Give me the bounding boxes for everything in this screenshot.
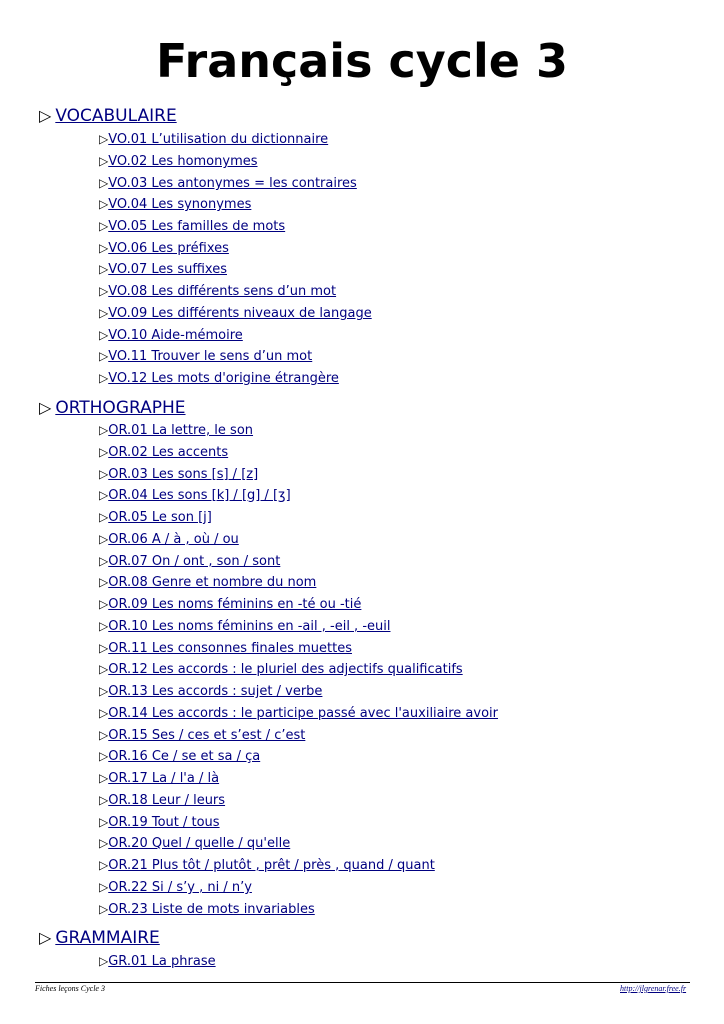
list-item[interactable] (99, 370, 339, 387)
section-vocabulaire[interactable] (39, 105, 177, 127)
lesson-link[interactable]: OR.15 Ses / ces et s’est / c’est (108, 728, 306, 743)
triangle-bullet-icon: ▷ (99, 575, 109, 589)
lesson-link[interactable]: OR.16 Ce / se et sa / ça (108, 749, 261, 764)
triangle-bullet-icon: ▷ (99, 219, 109, 233)
triangle-bullet-icon: ▷ (99, 880, 109, 894)
lesson-link[interactable]: OR.17 La / l'a / là (108, 771, 220, 786)
list-item[interactable] (99, 683, 322, 700)
triangle-bullet-icon: ▷ (99, 597, 109, 611)
lesson-link[interactable]: OR.06 A / à , où / ou (108, 532, 239, 547)
list-item[interactable] (99, 770, 219, 787)
list-item[interactable] (99, 727, 305, 744)
triangle-bullet-icon: ▷ (99, 815, 109, 829)
lesson-link[interactable]: VO.07 Les suffixes (108, 262, 227, 277)
list-item[interactable] (99, 466, 258, 483)
lesson-link[interactable]: OR.03 Les sons [s] / [z] (108, 467, 259, 482)
lesson-link[interactable]: VO.12 Les mots d'origine étrangère (108, 371, 339, 386)
triangle-bullet-icon: ▷ (99, 554, 109, 568)
lesson-link[interactable]: VO.03 Les antonymes = les contraires (108, 176, 357, 191)
lesson-link[interactable]: VO.09 Les différents niveaux de langage (108, 306, 372, 321)
triangle-bullet-icon: ▷ (99, 241, 109, 255)
list-item[interactable] (99, 444, 228, 461)
list-item[interactable] (99, 487, 291, 504)
triangle-bullet-icon: ▷ (99, 793, 109, 807)
section-link-grammaire[interactable]: GRAMMAIRE (55, 928, 160, 948)
triangle-bullet-icon: ▷ (99, 706, 109, 720)
triangle-bullet-icon: ▷ (99, 284, 109, 298)
lesson-link[interactable]: OR.02 Les accents (108, 445, 229, 460)
list-item[interactable] (99, 814, 220, 831)
lesson-link[interactable]: OR.05 Le son [j] (108, 510, 212, 525)
triangle-bullet-icon: ▷ (99, 154, 109, 168)
lesson-link[interactable]: OR.21 Plus tôt / plutôt , prêt / près , quand / quant (108, 858, 435, 873)
triangle-bullet-icon: ▷ (99, 532, 109, 546)
list-item[interactable] (99, 531, 239, 548)
list-item[interactable] (99, 327, 243, 344)
lesson-link[interactable]: OR.12 Les accords : le pluriel des adjectifs qualificatifs (108, 662, 463, 677)
footer-document-label: Fiches leçons Cycle 3 (35, 984, 105, 993)
triangle-bullet-icon: ▷ (39, 928, 52, 947)
triangle-bullet-icon: ▷ (99, 510, 109, 524)
lesson-link[interactable]: OR.19 Tout / tous (108, 815, 220, 830)
list-item[interactable] (99, 261, 227, 278)
lesson-link[interactable]: OR.20 Quel / quelle / qu'elle (108, 836, 291, 851)
section-link-orthographe[interactable]: ORTHOGRAPHE (55, 398, 186, 418)
triangle-bullet-icon: ▷ (99, 197, 109, 211)
list-item[interactable] (99, 305, 372, 322)
lesson-link[interactable]: OR.01 La lettre, le son (108, 423, 254, 438)
lesson-link[interactable]: VO.04 Les synonymes (108, 197, 252, 212)
triangle-bullet-icon: ▷ (99, 328, 109, 342)
triangle-bullet-icon: ▷ (99, 749, 109, 763)
lesson-link[interactable]: OR.11 Les consonnes finales muettes (108, 641, 352, 656)
triangle-bullet-icon: ▷ (99, 371, 109, 385)
lesson-link[interactable]: OR.18 Leur / leurs (108, 793, 226, 808)
triangle-bullet-icon: ▷ (99, 728, 109, 742)
triangle-bullet-icon: ▷ (99, 423, 109, 437)
lesson-link[interactable]: GR.01 La phrase (108, 954, 216, 969)
triangle-bullet-icon: ▷ (99, 132, 109, 146)
list-item[interactable] (99, 574, 316, 591)
triangle-bullet-icon: ▷ (99, 836, 109, 850)
lesson-link[interactable]: VO.08 Les différents sens d’un mot (108, 284, 337, 299)
list-item[interactable] (99, 348, 312, 365)
list-item[interactable] (99, 661, 463, 678)
list-item[interactable] (99, 240, 229, 257)
triangle-bullet-icon: ▷ (99, 619, 109, 633)
lesson-link[interactable]: OR.14 Les accords : le participe passé avec l'auxiliaire avoir (108, 706, 499, 721)
list-item[interactable] (99, 857, 435, 874)
triangle-bullet-icon: ▷ (99, 349, 109, 363)
list-item[interactable] (99, 618, 390, 635)
triangle-bullet-icon: ▷ (99, 771, 109, 785)
triangle-bullet-icon: ▷ (99, 467, 109, 481)
footer-divider (35, 982, 690, 983)
list-item[interactable] (99, 422, 253, 439)
triangle-bullet-icon: ▷ (99, 176, 109, 190)
triangle-bullet-icon: ▷ (99, 858, 109, 872)
list-item[interactable] (99, 901, 315, 918)
triangle-bullet-icon: ▷ (39, 398, 52, 417)
triangle-bullet-icon: ▷ (99, 445, 109, 459)
section-grammaire[interactable] (39, 927, 160, 949)
list-item[interactable] (99, 879, 252, 896)
list-item[interactable] (99, 196, 251, 213)
section-orthographe[interactable] (39, 397, 186, 419)
lesson-link[interactable]: OR.23 Liste de mots invariables (108, 902, 315, 917)
lesson-link[interactable]: OR.13 Les accords : sujet / verbe (108, 684, 323, 699)
list-item[interactable] (99, 792, 225, 809)
lesson-link[interactable]: VO.02 Les homonymes (108, 154, 258, 169)
triangle-bullet-icon: ▷ (99, 641, 109, 655)
lesson-link[interactable]: OR.07 On / ont , son / sont (108, 554, 281, 569)
triangle-bullet-icon: ▷ (99, 306, 109, 320)
lesson-link[interactable]: OR.09 Les noms féminins en -té ou -tié (108, 597, 362, 612)
list-item[interactable] (99, 175, 357, 192)
lesson-link[interactable]: VO.06 Les préfixes (108, 241, 229, 256)
list-item[interactable] (99, 131, 328, 148)
list-item[interactable] (99, 835, 290, 852)
triangle-bullet-icon: ▷ (99, 488, 109, 502)
list-item[interactable] (99, 748, 260, 765)
lesson-link[interactable]: OR.22 Si / s’y , ni / n’y (108, 880, 252, 895)
list-item[interactable] (99, 953, 216, 970)
lesson-link[interactable]: OR.08 Genre et nombre du nom (108, 575, 317, 590)
triangle-bullet-icon: ▷ (99, 262, 109, 276)
section-link-vocabulaire[interactable]: VOCABULAIRE (55, 106, 177, 126)
footer-site-link[interactable]: http://jlgrenar.free.fr (620, 984, 687, 993)
list-item[interactable] (99, 553, 280, 570)
list-item[interactable] (99, 640, 352, 657)
lesson-link[interactable]: VO.11 Trouver le sens d’un mot (108, 349, 313, 364)
lesson-link[interactable]: OR.10 Les noms féminins en -ail , -eil , -euil (108, 619, 391, 634)
list-item[interactable] (99, 705, 498, 722)
triangle-bullet-icon: ▷ (39, 106, 52, 125)
page-title: Français cycle 3 (156, 34, 568, 88)
lesson-link[interactable]: VO.10 Aide-mémoire (108, 328, 243, 343)
triangle-bullet-icon: ▷ (99, 954, 109, 968)
lesson-link[interactable]: OR.04 Les sons [k] / [g] / [ʒ] (108, 488, 291, 503)
lesson-link[interactable]: VO.05 Les familles de mots (108, 219, 286, 234)
triangle-bullet-icon: ▷ (99, 902, 109, 916)
list-item[interactable] (99, 283, 336, 300)
list-item[interactable] (99, 218, 285, 235)
list-item[interactable] (99, 596, 361, 613)
triangle-bullet-icon: ▷ (99, 684, 109, 698)
list-item[interactable] (99, 153, 258, 170)
triangle-bullet-icon: ▷ (99, 662, 109, 676)
lesson-link[interactable]: VO.01 L’utilisation du dictionnaire (108, 132, 329, 147)
list-item[interactable] (99, 509, 212, 526)
